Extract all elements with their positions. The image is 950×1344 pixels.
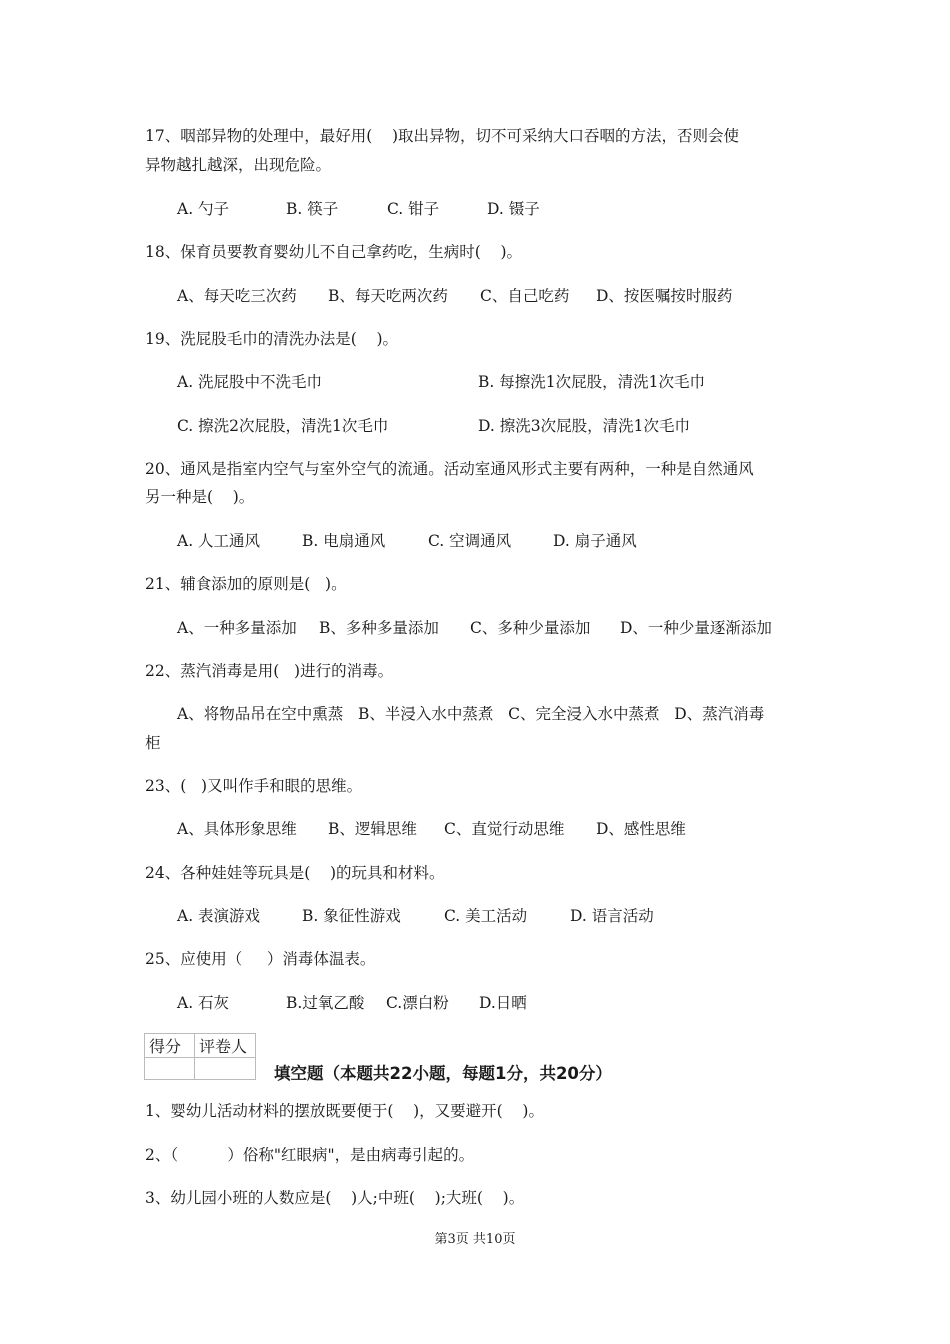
q25-option-c: C.漂白粉 — [386, 994, 449, 1012]
q19-option-a: A. 洗屁股中不洗毛巾 — [177, 373, 323, 391]
q19-option-d: D. 擦洗3次屁股，清洗1次毛巾 — [478, 417, 690, 435]
q17-option-c: C. 钳子 — [387, 200, 440, 218]
q17-option-b: B. 筷子 — [286, 200, 339, 218]
q24-option-d: D. 语言活动 — [570, 907, 654, 925]
q21-option-b: B、多种多量添加 — [319, 619, 439, 637]
q21-option-d: D、一种少量逐渐添加 — [620, 619, 772, 637]
score-header: 得分 — [145, 1034, 195, 1058]
q20-stem-line2: 另一种是( )。 — [145, 488, 255, 506]
q18-option-a: A、每天吃三次药 — [177, 287, 297, 305]
score-table — [144, 1033, 256, 1080]
q20-option-a: A. 人工通风 — [177, 532, 261, 550]
q24-option-b: B. 象征性游戏 — [302, 907, 401, 925]
q17-stem-line2: 异物越扎越深，出现危险。 — [145, 156, 332, 174]
q17-stem-line1: 17、咽部异物的处理中，最好用( )取出异物，切不可采纳大口吞咽的方法，否则会使 — [145, 127, 740, 145]
q19-option-b: B. 每擦洗1次屁股，清洗1次毛巾 — [478, 373, 705, 391]
q22-options-line1: A、将物品吊在空中熏蒸 B、半浸入水中蒸煮 C、完全浸入水中蒸煮 D、蒸汽消毒 — [177, 705, 765, 723]
q21-stem: 21、辅食添加的原则是( )。 — [145, 575, 347, 593]
q19-stem: 19、洗屁股毛巾的清洗办法是( )。 — [145, 330, 399, 348]
fill-question-2: 2、（ ）俗称"红眼病"，是由病毒引起的。 — [145, 1146, 475, 1164]
q22-stem: 22、蒸汽消毒是用( )进行的消毒。 — [145, 662, 394, 680]
score-cell[interactable] — [145, 1058, 195, 1080]
q19-option-c: C. 擦洗2次屁股，清洗1次毛巾 — [177, 417, 389, 435]
fill-question-3: 3、幼儿园小班的人数应是( )人;中班( );大班( )。 — [145, 1189, 525, 1207]
q17-option-d: D. 镊子 — [487, 200, 540, 218]
fill-question-1: 1、婴幼儿活动材料的摆放既要便于( )，又要避开( )。 — [145, 1102, 544, 1120]
grader-cell[interactable] — [195, 1058, 256, 1080]
q20-stem-line1: 20、通风是指室内空气与室外空气的流通。活动室通风形式主要有两种，一种是自然通风 — [145, 460, 754, 478]
q20-option-b: B. 电扇通风 — [302, 532, 386, 550]
q18-option-c: C、自己吃药 — [480, 287, 570, 305]
q23-option-d: D、感性思维 — [596, 820, 686, 838]
q23-option-c: C、直觉行动思维 — [444, 820, 565, 838]
section-title: 填空题（本题共22小题，每题1分，共20分） — [274, 1064, 612, 1083]
q17-option-a: A. 勺子 — [177, 200, 230, 218]
q25-option-a: A. 石灰 — [177, 994, 230, 1012]
q23-option-b: B、逻辑思维 — [328, 820, 417, 838]
q20-option-d: D. 扇子通风 — [553, 532, 637, 550]
q21-option-a: A、一种多量添加 — [177, 619, 297, 637]
q24-option-c: C. 美工活动 — [444, 907, 528, 925]
q18-option-d: D、按医嘱按时服药 — [596, 287, 733, 305]
q25-option-d: D.日晒 — [479, 994, 527, 1012]
q23-stem: 23、( )又叫作手和眼的思维。 — [145, 777, 363, 795]
q22-options-line2: 柜 — [145, 734, 161, 752]
q24-stem: 24、各种娃娃等玩具是( )的玩具和材料。 — [145, 864, 445, 882]
q23-option-a: A、具体形象思维 — [177, 820, 297, 838]
q25-option-b: B.过氧乙酸 — [286, 994, 365, 1012]
grader-header: 评卷人 — [195, 1034, 256, 1058]
page-footer: 第3页 共10页 — [434, 1232, 516, 1247]
q18-option-b: B、每天吃两次药 — [328, 287, 448, 305]
q24-option-a: A. 表演游戏 — [177, 907, 261, 925]
q18-stem: 18、保育员要教育婴幼儿不自己拿药吃，生病时( )。 — [145, 243, 523, 261]
q25-stem: 25、应使用（ ）消毒体温表。 — [145, 950, 376, 968]
q21-option-c: C、多种少量添加 — [470, 619, 591, 637]
q20-option-c: C. 空调通风 — [428, 532, 512, 550]
